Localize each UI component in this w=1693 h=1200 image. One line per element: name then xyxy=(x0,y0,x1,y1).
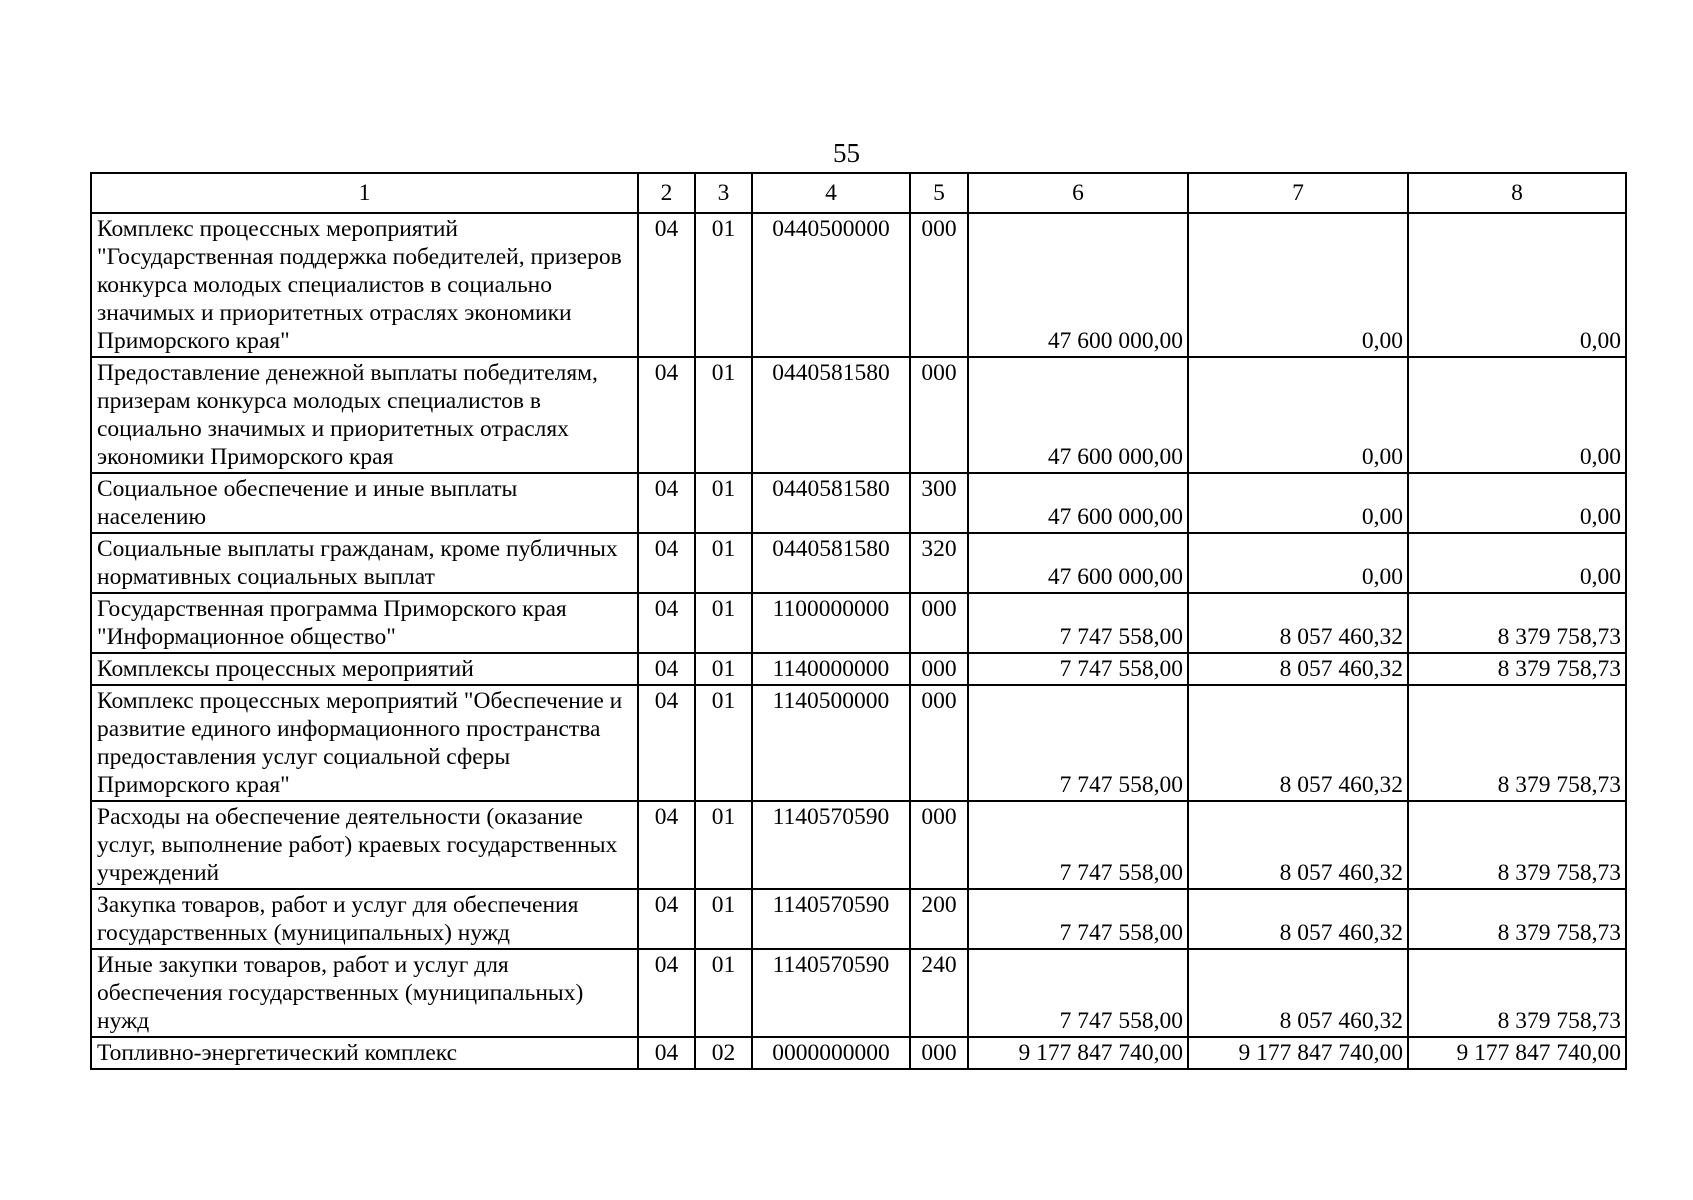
amount-col-8: 8 379 758,73 xyxy=(1408,889,1626,949)
expense-type-code: 000 xyxy=(910,1037,968,1069)
expense-name: Закупка товаров, работ и услуг для обеспечения государственных (муниципальных) нужд xyxy=(91,889,638,949)
target-article-code: 0440581580 xyxy=(752,533,910,593)
table-row xyxy=(91,653,1626,685)
amount-col-7: 8 057 460,32 xyxy=(1188,949,1408,1037)
column-header: 6 xyxy=(968,173,1188,213)
amount-col-8: 0,00 xyxy=(1408,213,1626,357)
section-code: 04 xyxy=(638,949,695,1037)
amount-col-6: 9 177 847 740,00 xyxy=(968,1037,1188,1069)
expense-type-code: 200 xyxy=(910,889,968,949)
amount-col-7: 8 057 460,32 xyxy=(1188,653,1408,685)
target-article-code: 1140000000 xyxy=(752,653,910,685)
table-row xyxy=(91,357,1626,473)
amount-col-7: 9 177 847 740,00 xyxy=(1188,1037,1408,1069)
amount-col-6: 7 747 558,00 xyxy=(968,593,1188,653)
expense-name: Топливно-энергетический комплекс xyxy=(91,1037,638,1069)
expense-name: Расходы на обеспечение деятельности (оказание услуг, выполнение работ) краевых государственных учреждений xyxy=(91,801,638,889)
amount-col-8: 8 379 758,73 xyxy=(1408,593,1626,653)
target-article-code: 1140570590 xyxy=(752,889,910,949)
section-code: 04 xyxy=(638,593,695,653)
subsection-code: 01 xyxy=(695,533,752,593)
amount-col-7: 0,00 xyxy=(1188,533,1408,593)
expense-name: Комплексы процессных мероприятий xyxy=(91,653,638,685)
column-header: 3 xyxy=(695,173,752,213)
amount-col-7: 8 057 460,32 xyxy=(1188,889,1408,949)
section-code: 04 xyxy=(638,801,695,889)
column-header: 8 xyxy=(1408,173,1626,213)
section-code: 04 xyxy=(638,1037,695,1069)
expense-name: Комплекс процессных мероприятий "Государственная поддержка победителей, призеров конкурса молодых специалистов в социально значимых и приоритетных отраслях экономики Приморского края" xyxy=(91,213,638,357)
subsection-code: 02 xyxy=(695,1037,752,1069)
table-row xyxy=(91,593,1626,653)
amount-col-8: 9 177 847 740,00 xyxy=(1408,1037,1626,1069)
page-number: 55 xyxy=(833,138,860,168)
expense-type-code: 320 xyxy=(910,533,968,593)
amount-col-6: 7 747 558,00 xyxy=(968,889,1188,949)
target-article-code: 1140570590 xyxy=(752,949,910,1037)
target-article-code: 1140500000 xyxy=(752,685,910,801)
table-row xyxy=(91,685,1626,801)
column-header: 5 xyxy=(910,173,968,213)
amount-col-6: 7 747 558,00 xyxy=(968,801,1188,889)
amount-col-7: 8 057 460,32 xyxy=(1188,685,1408,801)
target-article-code: 1100000000 xyxy=(752,593,910,653)
subsection-code: 01 xyxy=(695,889,752,949)
table-header-row xyxy=(91,173,1626,213)
subsection-code: 01 xyxy=(695,213,752,357)
amount-col-6: 7 747 558,00 xyxy=(968,653,1188,685)
expense-type-code: 000 xyxy=(910,593,968,653)
amount-col-7: 0,00 xyxy=(1188,213,1408,357)
section-code: 04 xyxy=(638,357,695,473)
table-row xyxy=(91,533,1626,593)
section-code: 04 xyxy=(638,533,695,593)
amount-col-7: 0,00 xyxy=(1188,357,1408,473)
amount-col-8: 0,00 xyxy=(1408,473,1626,533)
target-article-code: 0000000000 xyxy=(752,1037,910,1069)
amount-col-6: 47 600 000,00 xyxy=(968,213,1188,357)
expense-name: Иные закупки товаров, работ и услуг для обеспечения государственных (муниципальных) нужд xyxy=(91,949,638,1037)
section-code: 04 xyxy=(638,653,695,685)
amount-col-8: 8 379 758,73 xyxy=(1408,801,1626,889)
target-article-code: 0440500000 xyxy=(752,213,910,357)
section-code: 04 xyxy=(638,213,695,357)
expense-type-code: 000 xyxy=(910,685,968,801)
expense-name: Социальные выплаты гражданам, кроме публичных нормативных социальных выплат xyxy=(91,533,638,593)
column-header: 7 xyxy=(1188,173,1408,213)
amount-col-7: 8 057 460,32 xyxy=(1188,593,1408,653)
expense-name: Социальное обеспечение и иные выплаты населению xyxy=(91,473,638,533)
expense-name: Предоставление денежной выплаты победителям, призерам конкурса молодых специалистов в социально значимых и приоритетных отраслях экономики Приморского края xyxy=(91,357,638,473)
table-row xyxy=(91,949,1626,1037)
table-row xyxy=(91,473,1626,533)
expense-type-code: 300 xyxy=(910,473,968,533)
expense-name: Государственная программа Приморского края "Информационное общество" xyxy=(91,593,638,653)
target-article-code: 0440581580 xyxy=(752,357,910,473)
subsection-code: 01 xyxy=(695,949,752,1037)
table-row xyxy=(91,889,1626,949)
amount-col-8: 0,00 xyxy=(1408,533,1626,593)
column-header: 4 xyxy=(752,173,910,213)
section-code: 04 xyxy=(638,685,695,801)
amount-col-6: 47 600 000,00 xyxy=(968,533,1188,593)
section-code: 04 xyxy=(638,889,695,949)
amount-col-6: 47 600 000,00 xyxy=(968,473,1188,533)
subsection-code: 01 xyxy=(695,593,752,653)
amount-col-7: 8 057 460,32 xyxy=(1188,801,1408,889)
target-article-code: 0440581580 xyxy=(752,473,910,533)
amount-col-6: 7 747 558,00 xyxy=(968,685,1188,801)
expense-type-code: 000 xyxy=(910,213,968,357)
section-code: 04 xyxy=(638,473,695,533)
expense-name: Комплекс процессных мероприятий "Обеспечение и развитие единого информационного пространства предоставления услуг социальной сферы Приморского края" xyxy=(91,685,638,801)
table-row xyxy=(91,801,1626,889)
subsection-code: 01 xyxy=(695,801,752,889)
subsection-code: 01 xyxy=(695,685,752,801)
subsection-code: 01 xyxy=(695,653,752,685)
amount-col-8: 8 379 758,73 xyxy=(1408,685,1626,801)
budget-table xyxy=(90,172,1627,1070)
table-row xyxy=(91,1037,1626,1069)
expense-type-code: 000 xyxy=(910,653,968,685)
expense-type-code: 000 xyxy=(910,801,968,889)
expense-type-code: 240 xyxy=(910,949,968,1037)
subsection-code: 01 xyxy=(695,357,752,473)
amount-col-6: 47 600 000,00 xyxy=(968,357,1188,473)
column-header: 2 xyxy=(638,173,695,213)
table-row xyxy=(91,213,1626,357)
target-article-code: 1140570590 xyxy=(752,801,910,889)
subsection-code: 01 xyxy=(695,473,752,533)
amount-col-6: 7 747 558,00 xyxy=(968,949,1188,1037)
column-header: 1 xyxy=(91,173,638,213)
amount-col-8: 8 379 758,73 xyxy=(1408,653,1626,685)
amount-col-7: 0,00 xyxy=(1188,473,1408,533)
expense-type-code: 000 xyxy=(910,357,968,473)
amount-col-8: 0,00 xyxy=(1408,357,1626,473)
amount-col-8: 8 379 758,73 xyxy=(1408,949,1626,1037)
